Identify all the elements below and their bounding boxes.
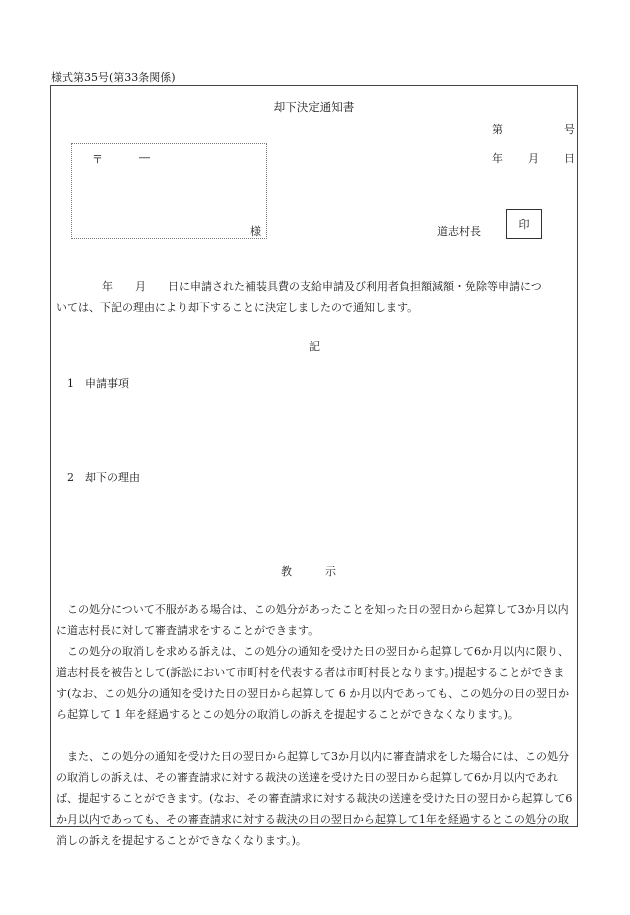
document-frame	[50, 85, 578, 847]
number-suffix: 号	[564, 123, 575, 136]
postal-mark: 〒	[92, 153, 103, 166]
recipient-address-box	[71, 143, 267, 239]
seal-box	[506, 209, 542, 239]
seal-text: 印	[518, 218, 530, 231]
document-title: 却下決定通知書	[273, 100, 355, 114]
instruction-paragraph-3: また、この処分の通知を受けた日の翌日から起算して3か月以内に審査請求をした場合には、この処分の取消しの訴えは、その審査請求に対する裁決の送達を受けた日の翌日から起算して6か月以内であれば、提起することができます。(なお、その審査請求に対する裁決の送達を受けた日の翌日から起算して6か月以内であっても、その審査請求に対する裁決の日の翌日から起算して1年を経過するとこの処分の取消しの訴えを提起することができなくなります。)。	[56, 750, 573, 847]
instruction-paragraph-1: この処分について不服がある場合は、この処分があったことを知った日の翌日から起算して3か月以内に道志村長に対して審査請求をすることができます。	[56, 603, 569, 637]
date-month: 月	[528, 152, 539, 165]
instruction-paragraph-2: この処分の取消しを求める訴えは、この処分の通知を受けた日の翌日から起算して6か月以内に限り、道志村長を被告として(訴訟において市町村を代表する者は市町村長となります。)提起することができます(なお、この処分の通知を受けた日の翌日から起算して 6 か月以内であっても、この処分の日の翌日から起算して 1 年を経過するとこの処分の取消しの訴えを提起することができなくなります。)。	[56, 645, 570, 721]
number-prefix: 第	[492, 123, 503, 136]
kyoji-heading: 教 示	[281, 565, 336, 578]
form-number-label: 様式第35号(第33条関係)	[51, 71, 176, 84]
recipient-honorific: 様	[250, 225, 261, 238]
item-application: 1 申請事項	[67, 377, 129, 390]
intro-line-1: 年 月 日に申請された補装具費の支給申請及び利用者負担額減額・免除等申請につ	[102, 280, 542, 293]
ki-heading: 記	[309, 340, 320, 353]
date-year: 年	[492, 152, 503, 165]
date-day: 日	[564, 152, 575, 165]
postal-dash: ―	[139, 151, 150, 164]
issuer-name: 道志村長	[437, 225, 481, 238]
intro-line-2: いては、下記の理由により却下することに決定しましたので通知します。	[56, 301, 419, 314]
item-rejection-reason: 2 却下の理由	[67, 471, 140, 484]
